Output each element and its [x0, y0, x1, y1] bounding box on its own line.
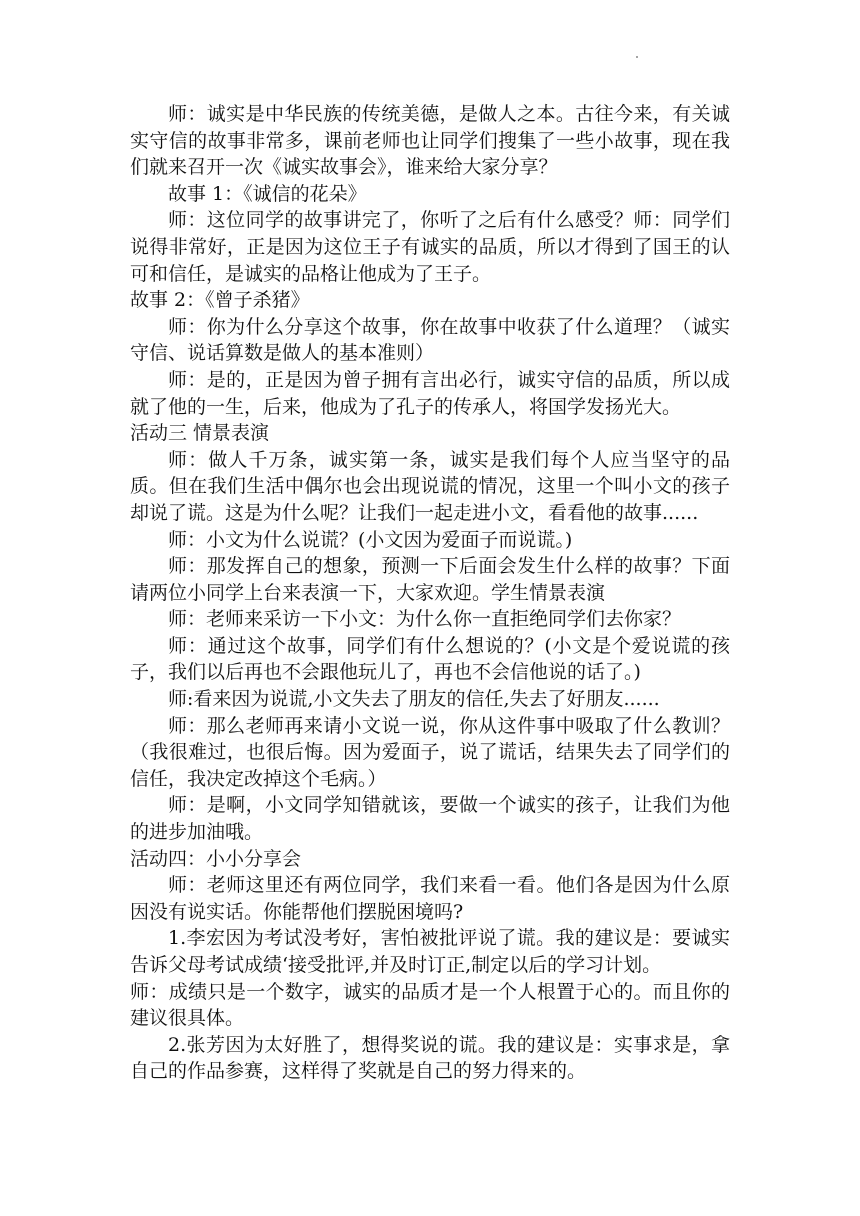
paragraph-activity-4-intro: 师：老师这里还有两位同学，我们来看一看。他们各是因为什么原因没有说实话。你能帮他们摆脱困境吗?: [130, 874, 730, 923]
story-1-title: 故事 1：《诚信的花朵》: [168, 182, 367, 205]
paragraph-case-2: 2.张芳因为太好胜了，想得奖说的谎。我的建议是：实事求是，拿自己的作品参赛，这样得了奖就是自己的努力得来的。: [130, 1033, 730, 1083]
paragraph-story-1-feedback: 师：这位同学的故事讲完了，你听了之后有什么感受？师：同学们说得非常好，正是因为这位王子有诚实的品质，所以才得到了国王的认可和信任，是诚实的品格让他成为了王子。: [130, 209, 730, 285]
paragraph-case-1-comment: 师：成绩只是一个数字，诚实的品质才是一个人根置于心的。而且你的建议很具体。: [130, 980, 730, 1030]
paragraph-case-1: 1.李宏因为考试没考好，害怕被批评说了谎。我的建议是：要诚实告诉父母考试成绩‘接受批评,并及时订正,制定以后的学习计划。: [130, 927, 730, 976]
paragraph-imagine-performance: 师：那发挥自己的想象，预测一下后面会发生什么样的故事？下面请两位小同学上台来表演一下，大家欢迎。学生情景表演: [130, 555, 730, 604]
story-2-title: 故事 2：《曾子杀猪》: [130, 289, 310, 312]
paragraph-story-2-summary: 师：是的，正是因为曾子拥有言出必行，诚实守信的品质，所以成就了他的一生，后来，他成为了孔子的传承人，将国学发扬光大。: [130, 368, 730, 418]
paragraph-why-lie: 师：小文为什么说谎？(小文因为爱面子而说谎。): [168, 528, 573, 551]
activity-3-heading: 活动三 情景表演: [130, 422, 270, 445]
paragraph-lost-friends: 师:看来因为说谎,小文失去了朋友的信任,失去了好朋友......: [168, 688, 660, 711]
paragraph-thoughts: 师：通过这个故事，同学们有什么想说的？(小文是个爱说谎的孩子，我们以后再也不会跟他玩儿了，再也不会信他说的话了。): [130, 634, 730, 684]
paragraph-intro: 师：诚实是中华民族的传统美德，是做人之本。古往今来，有关诚实守信的故事非常多，课前老师也让同学们搜集了一些小故事，现在我们就来召开一次《诚实故事会》，谁来给大家分享？: [130, 103, 730, 179]
paragraph-encourage: 师：是啊，小文同学知错就该，要做一个诚实的孩子，让我们为他的进步加油哦。: [130, 794, 730, 844]
paragraph-lesson: 师：那么老师再来请小文说一说，你从这件事中吸取了什么教训？（我很难过，也很后悔。因为爱面子，说了谎话，结果失去了同学们的信任，我决定改掉这个毛病。）: [130, 714, 730, 790]
paragraph-story-2-question: 师：你为什么分享这个故事，你在故事中收获了什么道理？（诚实守信、说话算数是做人的基本准则）: [130, 315, 730, 365]
document-body: [130, 101, 730, 1085]
activity-4-heading: 活动四：小小分享会: [130, 847, 302, 870]
paragraph-activity-3-intro: 师：做人千万条，诚实第一条，诚实是我们每个人应当坚守的品质。但在我们生活中偶尔也会出现说谎的情况，这里一个叫小文的孩子却说了谎。这是为什么呢？让我们一起走进小文，看看他的故事......: [130, 448, 730, 524]
page-mark: [636, 56, 638, 58]
paragraph-interview: 师：老师来采访一下小文：为什么你一直拒绝同学们去你家？: [168, 608, 682, 631]
